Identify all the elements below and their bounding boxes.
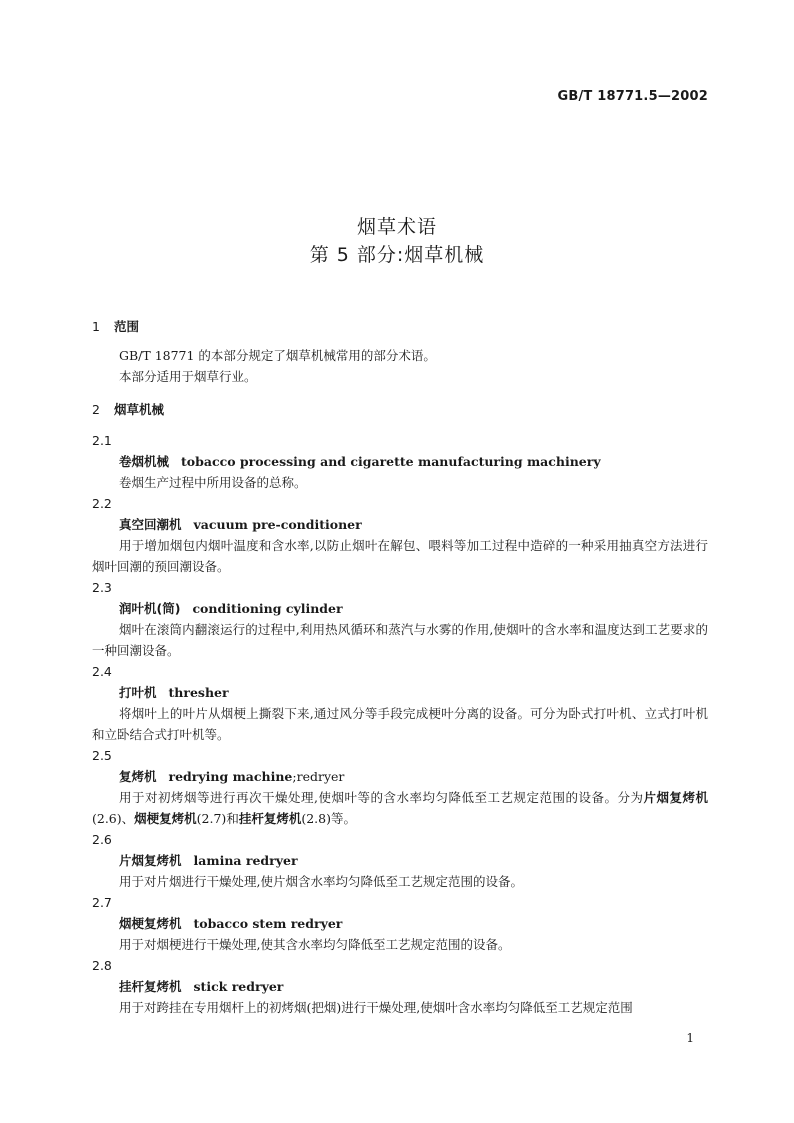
term-english: lamina redryer bbox=[193, 853, 298, 868]
term-english: vacuum pre-conditioner bbox=[193, 517, 362, 532]
term-number: 2.7 bbox=[92, 895, 112, 910]
paragraph: GB/T 18771 的本部分规定了烟草机械常用的部分术语。 bbox=[119, 348, 436, 363]
term-entry bbox=[92, 913, 708, 934]
definition-text: 用于对初烤烟等进行再次干燥处理,使烟叶等的含水率均匀降低至工艺规定范围的设备。分为 bbox=[119, 790, 644, 805]
term-english: conditioning cylinder bbox=[192, 601, 343, 616]
cross-reference-number: (2.6) bbox=[92, 811, 122, 826]
term-chinese: 片烟复烤机 bbox=[119, 853, 182, 868]
cross-reference-number: (2.8) bbox=[301, 811, 331, 826]
term-chinese: 润叶机(筒) bbox=[119, 601, 181, 616]
definition-text: 和 bbox=[226, 811, 239, 826]
term-chinese: 复烤机 bbox=[119, 769, 157, 784]
term-entry bbox=[92, 598, 708, 619]
term-number: 2.4 bbox=[92, 664, 112, 679]
term-number: 2.1 bbox=[92, 433, 112, 448]
term-definition: 用于对烟梗进行干燥处理,使其含水率均匀降低至工艺规定范围的设备。 bbox=[119, 937, 511, 952]
term-definition: 将烟叶上的叶片从烟梗上撕裂下来,通过风分等手段完成梗叶分离的设备。可分为卧式打叶机、立式打叶机和立卧结合式打叶机等。 bbox=[92, 706, 708, 742]
term-chinese: 挂杆复烤机 bbox=[119, 979, 182, 994]
term-definition: 卷烟生产过程中所用设备的总称。 bbox=[119, 475, 307, 490]
term-entry bbox=[92, 850, 708, 871]
term-number: 2.8 bbox=[92, 958, 112, 973]
term-number: 2.5 bbox=[92, 748, 112, 763]
definition-text: 等。 bbox=[330, 811, 356, 826]
term-definition: 用于对片烟进行干燥处理,使片烟含水率均匀降低至工艺规定范围的设备。 bbox=[119, 874, 523, 889]
term-english: redrying machine bbox=[168, 769, 293, 784]
section-number: 2 bbox=[92, 402, 100, 417]
term-chinese: 打叶机 bbox=[119, 685, 157, 700]
page-number: 1 bbox=[686, 1031, 694, 1045]
term-entry bbox=[92, 766, 708, 787]
section-heading-machinery bbox=[92, 399, 708, 420]
section-number: 1 bbox=[92, 319, 100, 334]
section-heading-scope bbox=[92, 316, 708, 337]
term-number: 2.3 bbox=[92, 580, 112, 595]
definition-text: 、 bbox=[121, 811, 135, 826]
paragraph: 本部分适用于烟草行业。 bbox=[119, 369, 257, 384]
document-title: 烟草术语 bbox=[356, 216, 437, 238]
standard-code: GB/T 18771.5—2002 bbox=[557, 89, 708, 104]
term-english: thresher bbox=[168, 685, 229, 700]
cross-reference: 挂杆复烤机 bbox=[238, 811, 302, 826]
term-chinese: 真空回潮机 bbox=[119, 517, 182, 532]
term-definition: 用于增加烟包内烟叶温度和含水率,以防止烟叶在解包、喂料等加工过程中造碎的一种采用抽真空方法进行烟叶回潮的预回潮设备。 bbox=[92, 538, 708, 574]
term-english-alt: redryer bbox=[296, 769, 345, 784]
term-separator: ; bbox=[292, 769, 297, 784]
term-definition bbox=[92, 787, 708, 829]
cross-reference: 烟梗复烤机 bbox=[134, 811, 197, 826]
term-chinese: 烟梗复烤机 bbox=[119, 916, 182, 931]
document-subtitle: 第 5 部分:烟草机械 bbox=[309, 244, 485, 266]
section-title: 范围 bbox=[114, 319, 140, 334]
term-number: 2.6 bbox=[92, 832, 112, 847]
term-chinese: 卷烟机械 bbox=[119, 454, 170, 469]
cross-reference-number: (2.7) bbox=[196, 811, 227, 826]
document-body bbox=[92, 316, 708, 1018]
term-definition: 烟叶在滚筒内翻滚运行的过程中,利用热风循环和蒸汽与水雾的作用,使烟叶的含水率和温度达到工艺要求的一种回潮设备。 bbox=[92, 622, 708, 658]
term-english: tobacco processing and cigarette manufacturing machinery bbox=[181, 454, 601, 469]
term-entry bbox=[92, 682, 708, 703]
term-english: tobacco stem redryer bbox=[193, 916, 343, 931]
term-entry bbox=[92, 976, 708, 997]
term-english: stick redryer bbox=[193, 979, 284, 994]
term-entry bbox=[92, 514, 708, 535]
term-definition: 用于对跨挂在专用烟杆上的初烤烟(把烟)进行干燥处理,使烟叶含水率均匀降低至工艺规定范围 bbox=[119, 1000, 633, 1015]
term-number: 2.2 bbox=[92, 496, 112, 511]
section-title: 烟草机械 bbox=[114, 402, 165, 417]
cross-reference: 片烟复烤机 bbox=[643, 790, 708, 805]
term-entry bbox=[92, 451, 708, 472]
